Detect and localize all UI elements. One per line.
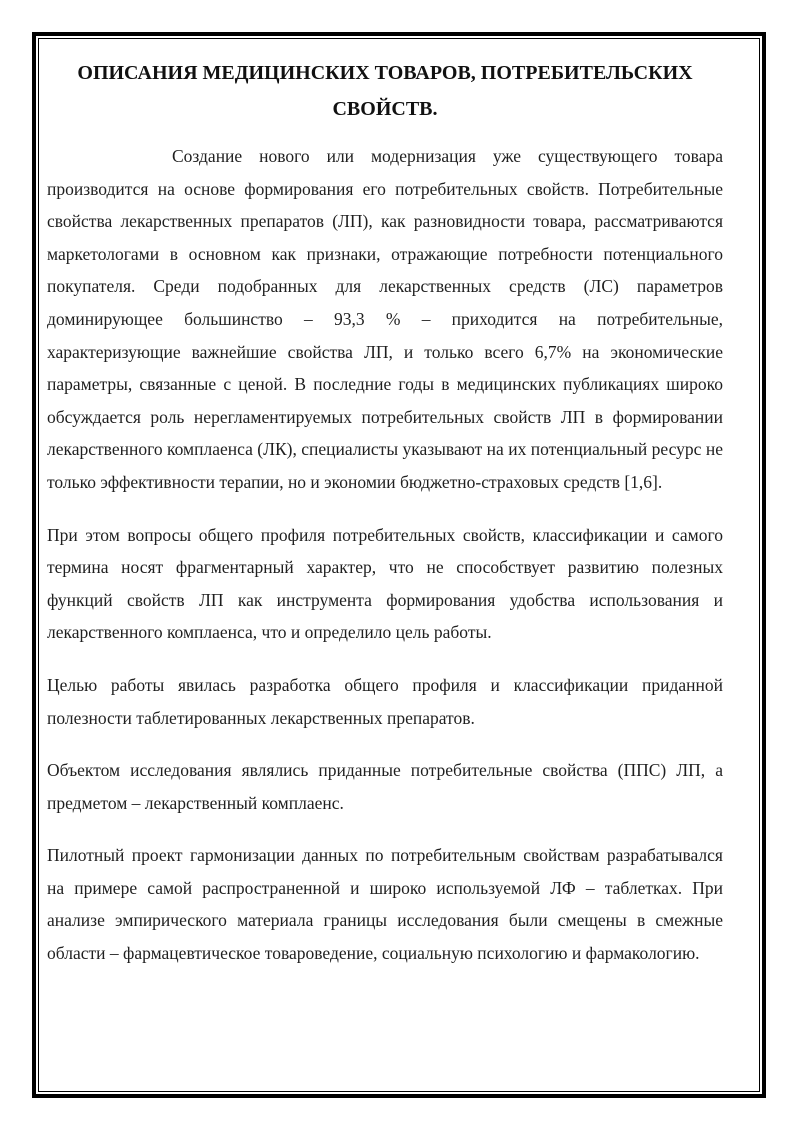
title-line-1: ОПИСАНИЯ МЕДИЦИНСКИХ ТОВАРОВ, ПОТРЕБИТЕЛЬСКИХ xyxy=(77,62,693,84)
paragraph-pilot: Пилотный проект гармонизации данных по потребительным свойствам разрабатывался на примере самой распространенной и широко используемой ЛФ – таблетках. При анализе эмпирического материала границы исследования были смещены в смежные области – фармацевтическое товароведение, социальную психологию и фармакологию. xyxy=(47,845,723,964)
paragraph-goal: Целью работы явилась разработка общего профиля и классификации приданной полезности таблетированных лекарственных препаратов. xyxy=(47,674,723,728)
title-line-2: СВОЙСТВ. xyxy=(332,98,438,120)
paragraph-problem: При этом вопросы общего профиля потребительных свойств, классификации и самого термина носят фрагментарный характер, что не способствует развитию полезных функций свойств ЛП как инструмента формирования удобства использования и лекарственного комплаенса, что и определило цель работы. xyxy=(47,524,723,643)
document-body xyxy=(47,55,723,970)
document-title xyxy=(47,55,723,127)
paragraph-object: Объектом исследования являлись приданные потребительные свойства (ППС) ЛП, а предметом – лекарственный комплаенс. xyxy=(47,760,723,813)
paragraph-intro: Создание нового или модернизация уже существующего товара производится на основе формирования его потребительных свойств. Потребительные свойства лекарственных препаратов (ЛП), как разновидности товара, рассматриваются маркетологами в основном как признаки, отражающие потребности потенциального покупателя. Среди подобранных для лекарственных средств (ЛС) параметров доминирующее большинство – 93,3 % – приходится на потребительные, характеризующие важнейшие свойства ЛП, и только всего 6,7% на экономические параметры, связанные с ценой. В последние годы в медицинских публикациях широко обсуждается роль нерегламентируемых потребительных свойств ЛП в формировании лекарственного комплаенса (ЛК), специалисты указывают на их потенциальный ресурс не только эффективности терапии, но и экономии бюджетно-страховых средств [1,6]. xyxy=(47,146,723,492)
